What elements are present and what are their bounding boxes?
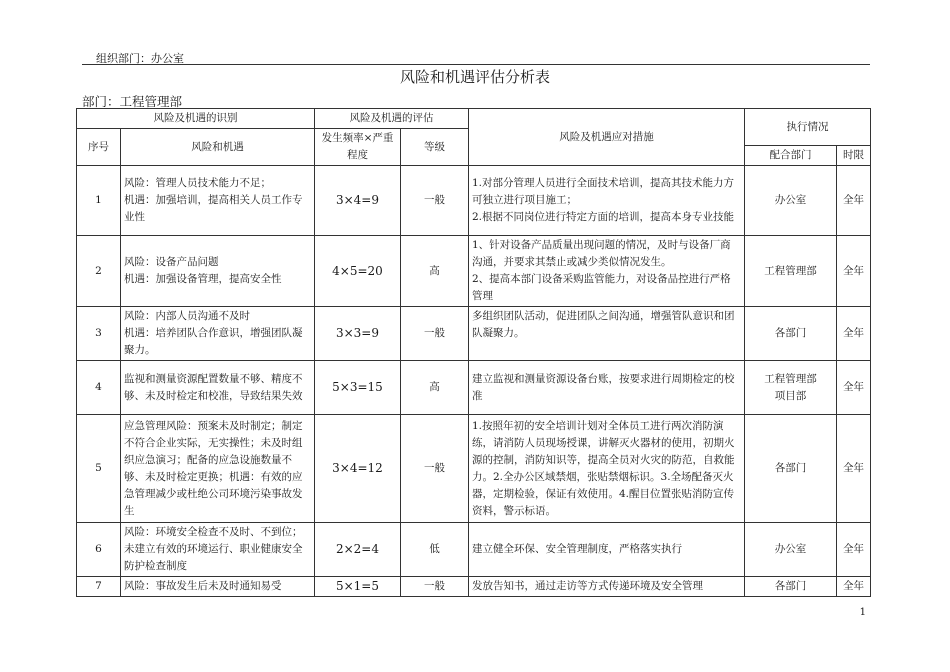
table-row xyxy=(77,415,871,523)
header-level: 等级 xyxy=(401,129,469,166)
row-freq: 5×3=15 xyxy=(315,361,401,415)
measure-line: 多组织团队活动，促进团队之间沟通，增强管队意识和团队凝聚力。 xyxy=(472,310,735,339)
row-level: 高 xyxy=(401,361,469,415)
header-freq: 发生频率×严重程度 xyxy=(315,129,401,166)
row-seq: 5 xyxy=(77,415,121,523)
row-dept: 办公室 xyxy=(745,523,837,577)
row-period: 全年 xyxy=(837,415,871,523)
row-period: 全年 xyxy=(837,523,871,577)
table-row xyxy=(77,577,871,597)
measure-line: 发放告知书，通过走访等方式传递环境及安全管理 xyxy=(472,580,703,592)
row-freq: 4×5=20 xyxy=(315,236,401,307)
risk-line: 应急管理风险：预案未及时制定；制定不符合企业实际，无实操性；未及时组织应急演习；配备的应急设施数量不够、未及时检定更换；机遇：有效的应急管理减少或杜绝公司环境污染事故发生 xyxy=(124,419,303,517)
table-row xyxy=(77,307,871,361)
row-risk xyxy=(121,166,315,236)
risk-line: 风险：环境安全检查不及时、不到位；未建立有效的环境运行、职业健康安全防护检查制度 xyxy=(124,526,303,572)
table-row xyxy=(77,166,871,236)
row-freq: 5×1=5 xyxy=(315,577,401,597)
risk-line: 机遇：培养团队合作意识，增强团队凝聚力。 xyxy=(124,327,303,356)
risk-line: 机遇：加强设备管理，提高安全性 xyxy=(124,273,282,285)
measure-line: 建立健全环保、安全管理制度，严格落实执行 xyxy=(472,543,682,555)
row-level: 低 xyxy=(401,523,469,577)
row-measures xyxy=(469,577,745,597)
header-execution: 执行情况 xyxy=(745,109,871,146)
header-seq: 序号 xyxy=(77,129,121,166)
row-risk xyxy=(121,415,315,523)
row-dept: 各部门 xyxy=(745,577,837,597)
row-dept: 工程管理部 项目部 xyxy=(745,361,837,415)
header-period: 时限 xyxy=(837,146,871,166)
row-freq: 3×4=9 xyxy=(315,166,401,236)
risk-line: 风险：事故发生后未及时通知易受 xyxy=(124,580,282,592)
header-measures: 风险及机遇应对措施 xyxy=(469,109,745,166)
row-risk xyxy=(121,577,315,597)
row-seq: 3 xyxy=(77,307,121,361)
row-period: 全年 xyxy=(837,166,871,236)
measure-line: 2.根据不同岗位进行特定方面的培训，提高本身专业技能 xyxy=(472,211,735,223)
org-department-label: 组织部门：办公室 xyxy=(96,52,184,65)
measure-line: 1.按照年初的安全培训计划对全体员工进行两次消防演练，请消防人员现场授课，讲解灭火器材的使用，初期火源的控制，消防知识等，提高全员对火灾的防范，自救能力。2.全办公区域禁烟，张贴禁烟标识。3.全场配备灭火器，定期检验，保证有效使用。4.醒目位置张贴消防宣传资料，警示标语。 xyxy=(472,419,735,517)
row-measures xyxy=(469,307,745,361)
measure-line: 2、提高本部门设备采购监管能力，对设备品控进行严格管理 xyxy=(472,273,731,302)
row-level: 一般 xyxy=(401,307,469,361)
row-level: 一般 xyxy=(401,166,469,236)
row-measures xyxy=(469,523,745,577)
department-label: 部门：工程管理部 xyxy=(82,94,183,109)
table-row xyxy=(77,236,871,307)
row-seq: 6 xyxy=(77,523,121,577)
row-measures xyxy=(469,166,745,236)
row-risk xyxy=(121,307,315,361)
measure-line: 1、针对设备产品质量出现问题的情况，及时与设备厂商沟通，并要求其禁止或减少类似情况发生。 xyxy=(472,239,731,268)
row-dept: 各部门 xyxy=(745,415,837,523)
table-row xyxy=(77,361,871,415)
row-level: 高 xyxy=(401,236,469,307)
header-evaluation: 风险及机遇的评估 xyxy=(315,109,469,129)
header-risk: 风险和机遇 xyxy=(121,129,315,166)
row-seq: 4 xyxy=(77,361,121,415)
row-seq: 2 xyxy=(77,236,121,307)
measure-line: 建立监视和测量资源设备台账，按要求进行周期检定的校准 xyxy=(472,372,735,402)
row-measures xyxy=(469,415,745,523)
row-risk xyxy=(121,523,315,577)
row-period: 全年 xyxy=(837,307,871,361)
row-measures xyxy=(469,361,745,415)
row-level: 一般 xyxy=(401,415,469,523)
row-level: 一般 xyxy=(401,577,469,597)
header-rule xyxy=(82,64,870,65)
row-risk xyxy=(121,236,315,307)
document-title: 风险和机遇评估分析表 xyxy=(399,68,550,86)
row-measures xyxy=(469,236,745,307)
row-risk xyxy=(121,361,315,415)
row-freq: 3×4=12 xyxy=(315,415,401,523)
row-period: 全年 xyxy=(837,577,871,597)
row-dept: 工程管理部 xyxy=(745,236,837,307)
risk-line: 风险：设备产品问题 xyxy=(124,256,219,268)
risk-table xyxy=(76,108,871,597)
row-period: 全年 xyxy=(837,361,871,415)
row-seq: 1 xyxy=(77,166,121,236)
risk-line: 监视和测量资源配置数量不够、精度不够、未及时检定和校准，导致结果失效 xyxy=(124,372,303,402)
row-seq: 7 xyxy=(77,577,121,597)
risk-line: 机遇：加强培训，提高相关人员工作专业性 xyxy=(124,194,303,223)
row-dept: 各部门 xyxy=(745,307,837,361)
row-period: 全年 xyxy=(837,236,871,307)
risk-line: 风险：内部人员沟通不及时 xyxy=(124,310,250,322)
table-row xyxy=(77,523,871,577)
header-dept: 配合部门 xyxy=(745,146,837,166)
risk-line: 风险：管理人员技术能力不足； xyxy=(124,177,271,189)
page-number: 1 xyxy=(859,607,866,618)
measure-line: 1.对部分管理人员进行全面技术培训，提高其技术能力方可独立进行项目施工； xyxy=(472,177,735,206)
header-identification: 风险及机遇的识别 xyxy=(77,109,315,129)
row-freq: 2×2=4 xyxy=(315,523,401,577)
row-dept: 办公室 xyxy=(745,166,837,236)
row-freq: 3×3=9 xyxy=(315,307,401,361)
